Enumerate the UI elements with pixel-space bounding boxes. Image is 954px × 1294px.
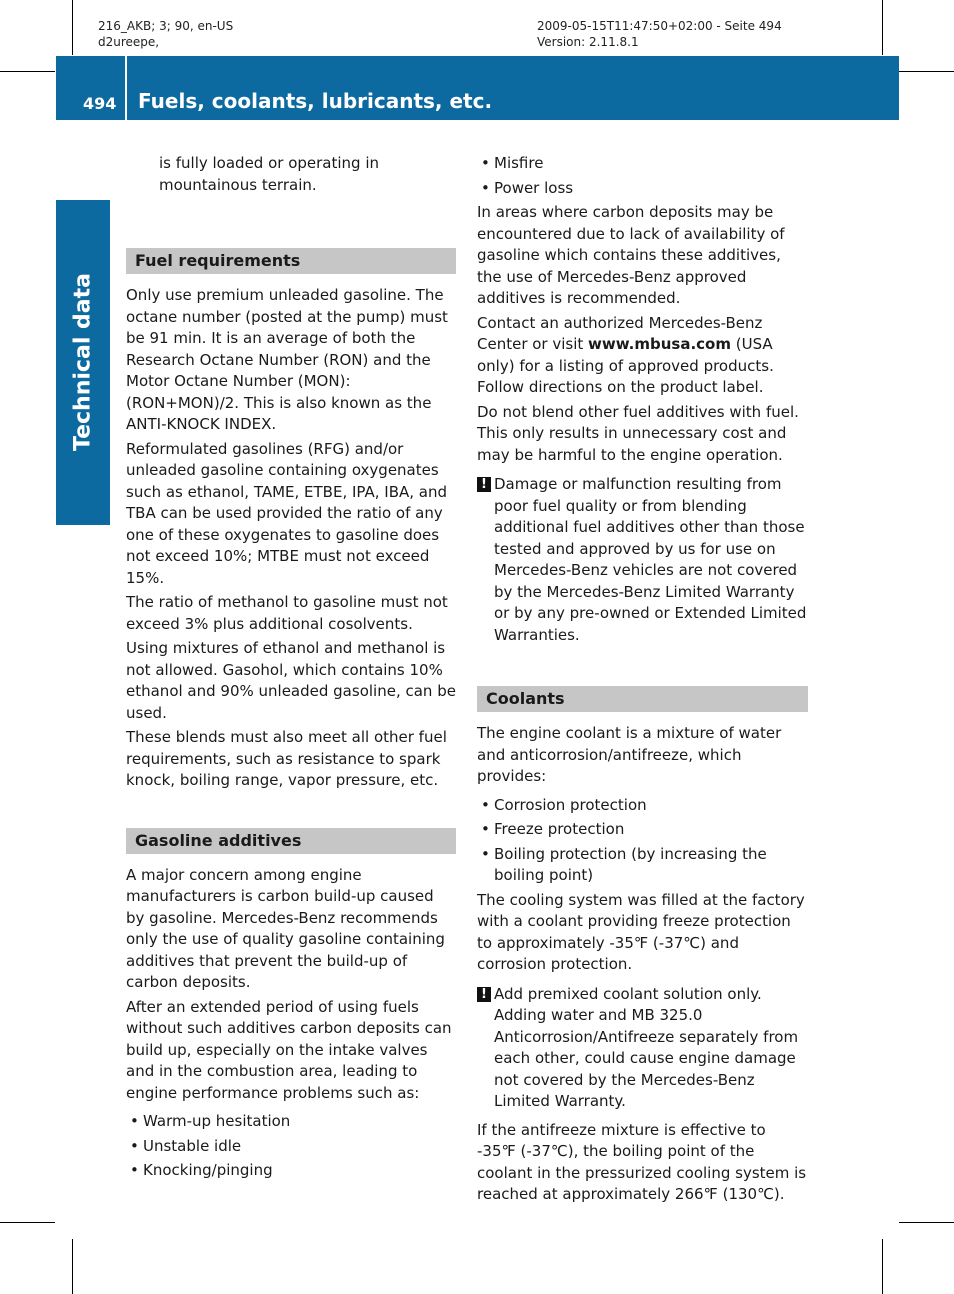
meta-line: Version: 2.11.8.1 xyxy=(537,35,639,49)
crop-mark xyxy=(882,0,883,55)
list-item: • Warm-up hesitation xyxy=(126,1111,456,1133)
page-title: Fuels, coolants, lubricants, etc. xyxy=(138,89,493,113)
crop-mark xyxy=(0,71,55,72)
meta-line: 216_AKB; 3; 90, en-US xyxy=(98,19,234,33)
section-heading-coolants: Coolants xyxy=(477,686,808,712)
list-item: • Corrosion protection xyxy=(477,795,808,817)
warning-icon: ! xyxy=(477,477,491,492)
crop-mark xyxy=(0,1222,55,1223)
warning-note xyxy=(477,474,808,646)
print-meta-left xyxy=(98,18,233,50)
header-separator xyxy=(125,56,127,120)
section-heading-fuel-requirements: Fuel requirements xyxy=(126,248,456,274)
list-item: • Misfire xyxy=(477,153,808,175)
print-meta-right xyxy=(537,18,782,50)
paragraph: Do not blend other fuel additives with fuel. This only results in unnecessary cost and may be harmful to the engine operation. xyxy=(477,402,799,464)
side-tab xyxy=(56,200,110,525)
paragraph: If the antifreeze mixture is effective to -35℉ (-37℃), the boiling point of the coolant in the pressurized cooling system is reached at approximately 266℉ (130℃). xyxy=(477,1120,807,1203)
meta-line: d2ureepe, xyxy=(98,35,160,49)
paragraph-contact xyxy=(477,313,808,399)
crop-mark xyxy=(899,71,954,72)
crop-mark xyxy=(882,1239,883,1294)
paragraph: Only use premium unleaded gasoline. The octane number (posted at the pump) must be 91 min. It is an average of both the Research Octane Number (RON) and the Motor Octane Number (MON): (RON+MON)/2. This is also known as the ANTI-KNOCK INDEX. xyxy=(126,286,448,433)
list-item: • Freeze protection xyxy=(477,819,808,841)
crop-mark xyxy=(72,1239,73,1294)
right-column xyxy=(477,153,808,1209)
warning-note xyxy=(477,984,808,1113)
paragraph: Reformulated gasolines (RFG) and/or unleaded gasoline containing oxygenates such as ethanol, TAME, ETBE, IPA, IBA, and TBA can be used provided the ratio of any one of these oxygenates to gasoline does not exceed 10%; MTBE must not exceed 15%. xyxy=(126,439,448,587)
paragraph: These blends must also meet all other fuel requirements, such as resistance to spark knock, boiling range, vapor pressure, etc. xyxy=(126,728,447,789)
warning-text: Damage or malfunction resulting from poor fuel quality or from blending additional fuel additives other than those tested and approved by us for use on Mercedes-Benz vehicles are not covered by the Mercedes-Benz Limited Warranty or by any pre-owned or Extended Limited Warranties. xyxy=(494,475,807,644)
list-item: • Boiling protection (by increasing the boiling point) xyxy=(477,844,808,887)
text: Contact an authorized Mercedes-Benz Center or visit xyxy=(477,313,763,353)
paragraph: The cooling system was filled at the factory with a coolant providing freeze protection to approximately -35℉ (-37℃) and corrosion protection. xyxy=(477,890,805,973)
left-column xyxy=(126,153,456,1185)
list-item: • Knocking/pinging xyxy=(126,1160,456,1182)
paragraph: After an extended period of using fuels without such additives carbon deposits can build up, especially on the intake valves and in the combustion area, leading to engine performance problems such as: xyxy=(126,997,452,1102)
warning-text: Add premixed coolant solution only. Adding water and MB 325.0 Anticorrosion/Antifreeze separately from each other, could cause engine damage not covered by the Mercedes-Benz Limited Warranty. xyxy=(494,984,799,1110)
list-item: • Power loss xyxy=(477,178,808,200)
paragraph: The engine coolant is a mixture of water and anticorrosion/antifreeze, which provides: xyxy=(477,724,782,785)
paragraph: Using mixtures of ethanol and methanol is not allowed. Gasohol, which contains 10% ethanol and 90% unleaded gasoline, can be used. xyxy=(126,639,456,722)
paragraph: The ratio of methanol to gasoline must not exceed 3% plus additional cosolvents. xyxy=(126,593,448,633)
crop-mark xyxy=(72,0,73,55)
meta-line: 2009-05-15T11:47:50+02:00 - Seite 494 xyxy=(537,19,782,33)
paragraph: A major concern among engine manufacturers is carbon build-up caused by gasoline. Mercedes-Benz recommends only the use of quality gasoline containing additives that prevent the build-up of carbon deposits. xyxy=(126,865,445,991)
side-tab-label: Technical data xyxy=(70,273,96,451)
page-number: 494 xyxy=(83,94,117,113)
warning-icon: ! xyxy=(477,987,491,1002)
intro-paragraph: is fully loaded or operating in mountainous terrain. xyxy=(159,154,380,194)
list-item: • Unstable idle xyxy=(126,1136,456,1158)
section-heading-gasoline-additives: Gasoline additives xyxy=(126,828,456,854)
text: (USA only) for a listing of approved products. Follow directions on the product label. xyxy=(477,335,774,396)
crop-mark xyxy=(899,1222,954,1223)
paragraph: In areas where carbon deposits may be encountered due to lack of availability of gasoline which contains these additives, the use of Mercedes-Benz approved additives is recommended. xyxy=(477,203,785,307)
website-link[interactable]: www.mbusa.com xyxy=(588,335,731,353)
